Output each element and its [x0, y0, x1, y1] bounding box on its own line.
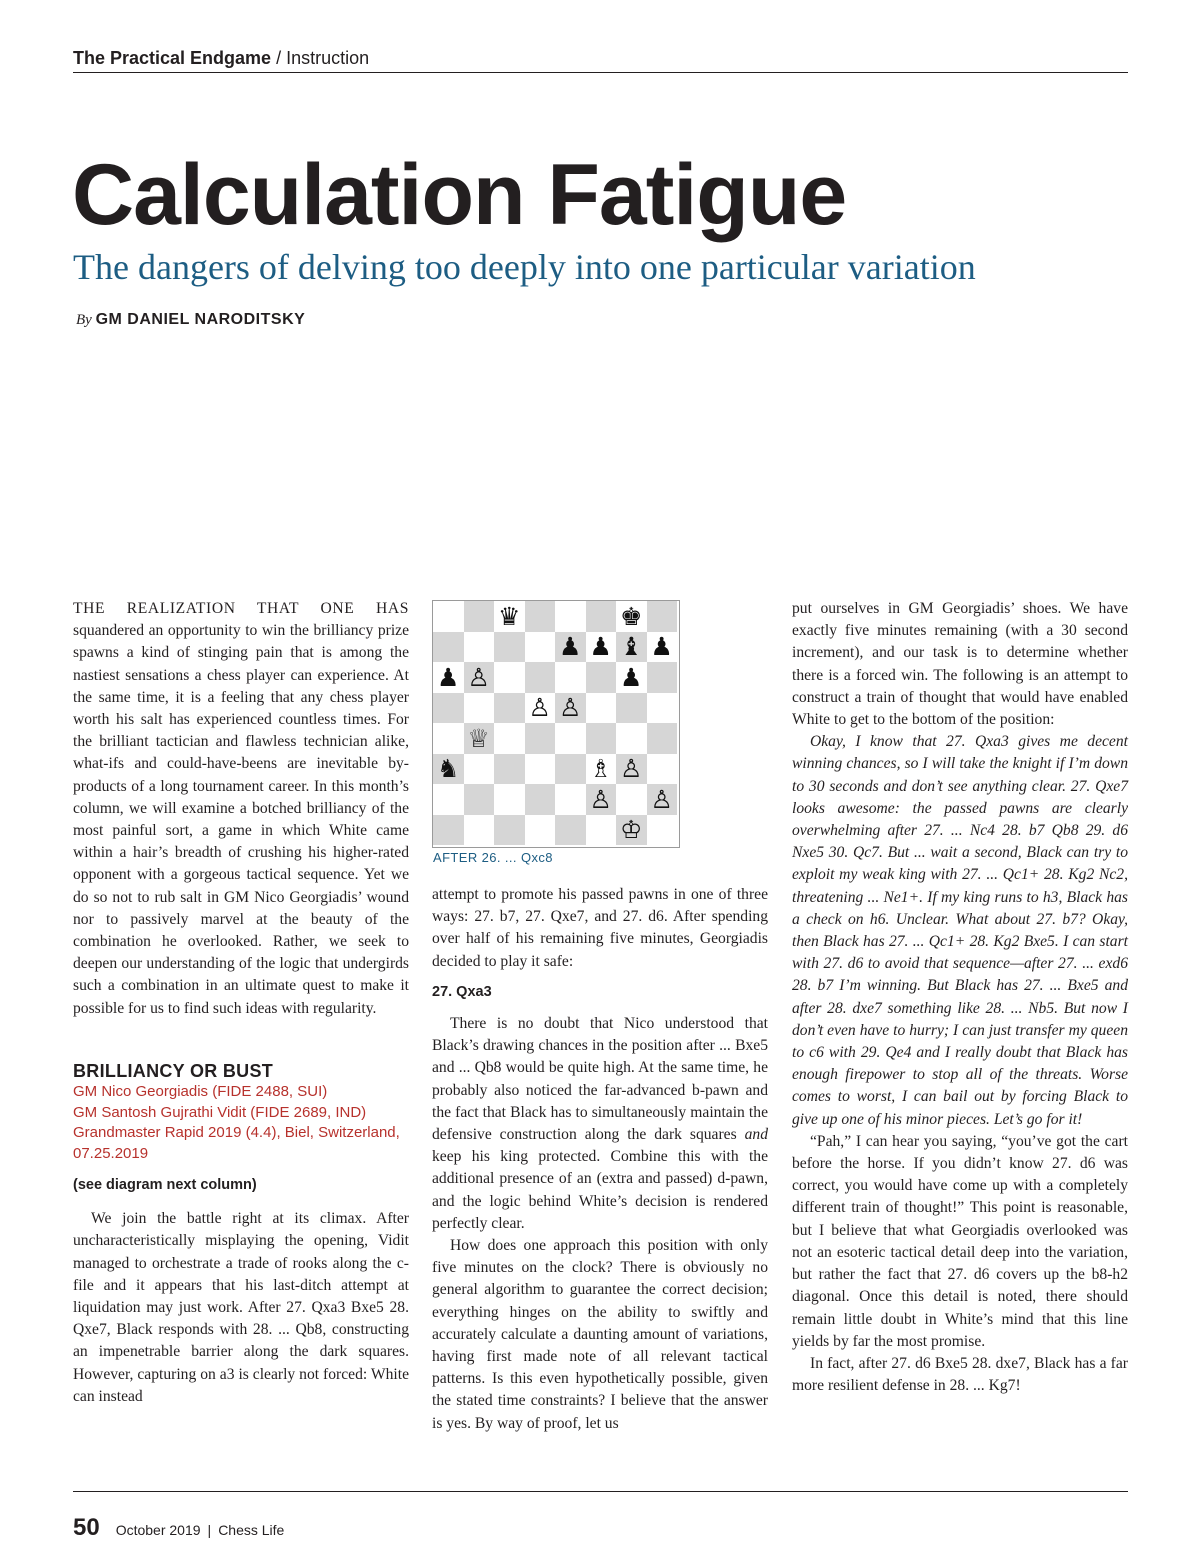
- square-c2: [494, 784, 525, 815]
- square-c8: [494, 601, 525, 632]
- square-c3: [494, 754, 525, 785]
- chess-piece: ♝: [620, 632, 643, 662]
- square-f8: [586, 601, 617, 632]
- square-f2: [586, 784, 617, 815]
- square-h4: [647, 723, 678, 754]
- square-g2: [616, 784, 647, 815]
- square-d5: [525, 693, 556, 724]
- column-3: [792, 598, 1128, 1397]
- square-a8: [433, 601, 464, 632]
- square-f5: [586, 693, 617, 724]
- square-d4: [525, 723, 556, 754]
- chess-piece: ♙: [528, 693, 551, 723]
- square-b2: [464, 784, 495, 815]
- square-g8: [616, 601, 647, 632]
- square-a7: [433, 632, 464, 663]
- footer-rule: [73, 1491, 1128, 1492]
- body-paragraph: We join the battle right at its climax. After uncharacteristically misplaying the opening, Vidit managed to orchestrate a trade of rooks along the c-file and it appears that his last-ditch attempt at liquidation may just work. After 27. Qxa3 Bxe5 28. Qxe7, Black responds with 28. ... Qb8, constructing an impenetrable barrier along the dark squares. However, capturing on a3 is clearly not forced: White can instead: [73, 1210, 409, 1405]
- body-paragraph: In fact, after 27. d6 Bxe5 28. dxe7, Black has a far more resilient defense in 28. ... Kg7!: [792, 1354, 1128, 1395]
- game-event: Grandmaster Rapid 2019 (4.4), Biel, Switzerland, 07.25.2019: [73, 1124, 400, 1162]
- square-e3: [555, 754, 586, 785]
- square-f4: [586, 723, 617, 754]
- square-a3: [433, 754, 464, 785]
- thought-paragraph: Okay, I know that 27. Qxa3 gives me decent winning chances, so I will take the knight if I’m down to 30 seconds and don’t see anything clear. 27. Qxe7 looks awesome: the passed pawns are clearly overwhelming after 27. ... Nc4 28. b7 Qb8 29. d6 Nxe5 30. Qc7. But ... wait a second, Black can try to exploit my weak king with 27. ... Qc1+ 28. Kg2 Nc2, threatening ... Ne1+. If my king runs to h3, Black has a check on h6. Unclear. What about 27. b7? Okay, then Black has 27. ... Qc1+ 28. Kg2 Bxe5. I can start with 27. d6 to avoid that sequence—after 27. ... exd6 28. b7 I’m winning. But Black has 27. ... Bxe5 and after 28. dxe7 something like 28. ... Nb5. But now I don’t even have to hurry; I can just transfer my queen to c6 with 29. Qe4 and I really doubt that Black has enough firepower to stop all of the threats. Worse comes to worst, I can bail out by forcing Black to give up one of his minor pieces. Let’s go for it!: [792, 733, 1128, 1128]
- chess-piece: ♞: [437, 754, 460, 784]
- square-b3: [464, 754, 495, 785]
- square-d6: [525, 662, 556, 693]
- header-category: Instruction: [286, 48, 370, 68]
- square-d7: [525, 632, 556, 663]
- square-g5: [616, 693, 647, 724]
- chess-piece: ♙: [467, 662, 490, 692]
- square-e4: [555, 723, 586, 754]
- game-info: [73, 1082, 409, 1164]
- square-h1: [647, 815, 678, 846]
- square-f3: [586, 754, 617, 785]
- article-subtitle: The dangers of delving too deeply into one particular variation: [73, 247, 976, 287]
- chess-piece: ♙: [620, 754, 643, 784]
- square-d8: [525, 601, 556, 632]
- square-b4: [464, 723, 495, 754]
- header-section: The Practical Endgame: [73, 48, 272, 68]
- body-paragraph: attempt to promote his passed pawns in one of three ways: 27. b7, 27. Qxe7, and 27. d6. After spending over half of his remaining five minutes, Georgiadis decided to play it safe:: [432, 886, 768, 970]
- square-b6: [464, 662, 495, 693]
- square-b8: [464, 601, 495, 632]
- chess-piece: ♗: [589, 754, 612, 784]
- square-h7: [647, 632, 678, 663]
- byline-author: GM DANIEL NARODITSKY: [95, 311, 306, 328]
- chess-piece: ♟: [620, 662, 643, 692]
- square-d1: [525, 815, 556, 846]
- emphasis-text: and: [744, 1126, 768, 1144]
- square-c5: [494, 693, 525, 724]
- square-e1: [555, 815, 586, 846]
- chess-piece: ♟: [437, 662, 460, 692]
- footer-date: October 2019: [115, 1522, 201, 1538]
- chess-piece: ♚: [620, 601, 643, 631]
- page-footer: [73, 1514, 284, 1542]
- square-c6: [494, 662, 525, 693]
- square-a6: [433, 662, 464, 693]
- body-paragraph: [432, 1013, 768, 1235]
- body-paragraph: put ourselves in GM Georgiadis’ shoes. We have exactly five minutes remaining (with a 30 second increment), and our task is to determine whether there is a forced win. The following is an attempt to construct a train of thought that would have enabled White to get to the bottom of the position:: [792, 600, 1128, 729]
- square-e7: [555, 632, 586, 663]
- square-a1: [433, 815, 464, 846]
- square-h6: [647, 662, 678, 693]
- square-h5: [647, 693, 678, 724]
- footer-separator: |: [207, 1522, 212, 1538]
- diagram-caption: AFTER 26. ... Qxc8: [433, 850, 553, 865]
- square-g3: [616, 754, 647, 785]
- body-paragraph: “Pah,” I can hear you saying, “you’ve got the cart before the horse. If you didn’t know 27. d6 was correct, you would have come up with a completely different train of thought!” This point is reasonable, but I believe that what Georgiadis overlooked was not an esoteric tactical detail deep into the variation, but rather the fact that 27. d6 covers up the b8-h2 diagonal. Once this detail is noted, there should remain little doubt in White’s mind that this line yields by far the most promise.: [792, 1132, 1128, 1350]
- square-b1: [464, 815, 495, 846]
- lead-in: THE REALIZATION THAT ONE HAS: [73, 600, 409, 617]
- chess-piece: ♔: [620, 815, 643, 845]
- square-e8: [555, 601, 586, 632]
- game-white: GM Nico Georgiadis (FIDE 2488, SUI): [73, 1083, 328, 1101]
- square-h2: [647, 784, 678, 815]
- square-g4: [616, 723, 647, 754]
- square-f6: [586, 662, 617, 693]
- body-text: There is no doubt that Nico understood that Black’s drawing chances in the position after ... Bxe5 and ... Qb8 would be quite high. At the same time, he probably also noticed the far-advanced b-pawn and the fact that Black has to simultaneously maintain the defensive construction along the dark squares: [432, 1015, 768, 1144]
- square-g7: [616, 632, 647, 663]
- square-a2: [433, 784, 464, 815]
- column-1: [73, 598, 409, 1408]
- footer-magazine: Chess Life: [218, 1522, 285, 1538]
- chess-piece: ♙: [650, 784, 673, 814]
- square-e5: [555, 693, 586, 724]
- chess-piece: ♟: [650, 632, 673, 662]
- chess-piece: ♙: [559, 693, 582, 723]
- square-g6: [616, 662, 647, 693]
- byline: [76, 311, 305, 329]
- square-c1: [494, 815, 525, 846]
- move-heading: 27. Qxa3: [432, 983, 492, 1000]
- header-separator: /: [271, 48, 287, 68]
- byline-by: By: [76, 312, 92, 328]
- chess-piece: ♙: [589, 784, 612, 814]
- column-2: [432, 884, 768, 1435]
- square-a5: [433, 693, 464, 724]
- page-number: 50: [73, 1514, 100, 1541]
- chess-diagram: [432, 600, 680, 848]
- square-f1: [586, 815, 617, 846]
- chess-piece: ♕: [467, 723, 490, 753]
- square-f7: [586, 632, 617, 663]
- square-b5: [464, 693, 495, 724]
- chess-piece: ♟: [559, 632, 582, 662]
- square-e6: [555, 662, 586, 693]
- running-header: [73, 48, 1128, 73]
- intro-paragraph: [73, 598, 409, 1020]
- game-black: GM Santosh Gujrathi Vidit (FIDE 2689, IND): [73, 1103, 367, 1121]
- square-g1: [616, 815, 647, 846]
- square-h3: [647, 754, 678, 785]
- square-e2: [555, 784, 586, 815]
- chess-piece: ♟: [589, 632, 612, 662]
- article-title: Calculation Fatigue: [72, 147, 847, 243]
- section-heading: BRILLIANCY OR BUST: [73, 1060, 274, 1081]
- square-h8: [647, 601, 678, 632]
- see-diagram-note: (see diagram next column): [73, 1177, 257, 1194]
- square-a4: [433, 723, 464, 754]
- intro-text: squandered an opportunity to win the brilliancy prize spawns a kind of stinging pain that is among the nastiest sensations a chess player can experience. At the same time, it is a feeling that any chess player worth his salt has experienced countless times. For the brilliant tactician and flawless technician alike, what-ifs and could-have-beens are inevitable by-products of a long tournament career. In this month’s column, we will examine a botched brilliancy of the most painful sort, a game in which White came within a hair’s breadth of crushing his higher-rated opponent with a gorgeous tactical sequence. Yet we do so not to rub salt in GM Nico Georgiadis’ wound nor to passively marvel at the beauty of the combination he overlooked. Rather, we seek to deepen our understanding of the logic that undergirds such a combination in an ultimate quest to make it possible for us to find such ideas with regularity.: [73, 622, 409, 1017]
- body-paragraph: How does one approach this position with only five minutes on the clock? There is obviously no general algorithm to guarantee the correct decision; everything hinges on the ability to swiftly and accurately calculate a daunting amount of variations, having first made note of all relevant tactical patterns. Is this even hypothetically possible, given the stated time constraints? I believe that the answer is yes. By way of proof, let us: [432, 1237, 768, 1432]
- chess-piece: ♛: [498, 601, 521, 631]
- square-d3: [525, 754, 556, 785]
- square-b7: [464, 632, 495, 663]
- square-c4: [494, 723, 525, 754]
- body-text: keep his king protected. Combine this with the additional presence of an (extra and passed) d-pawn, and the logic behind White’s decision is rendered perfectly clear.: [432, 1148, 768, 1232]
- square-c7: [494, 632, 525, 663]
- square-d2: [525, 784, 556, 815]
